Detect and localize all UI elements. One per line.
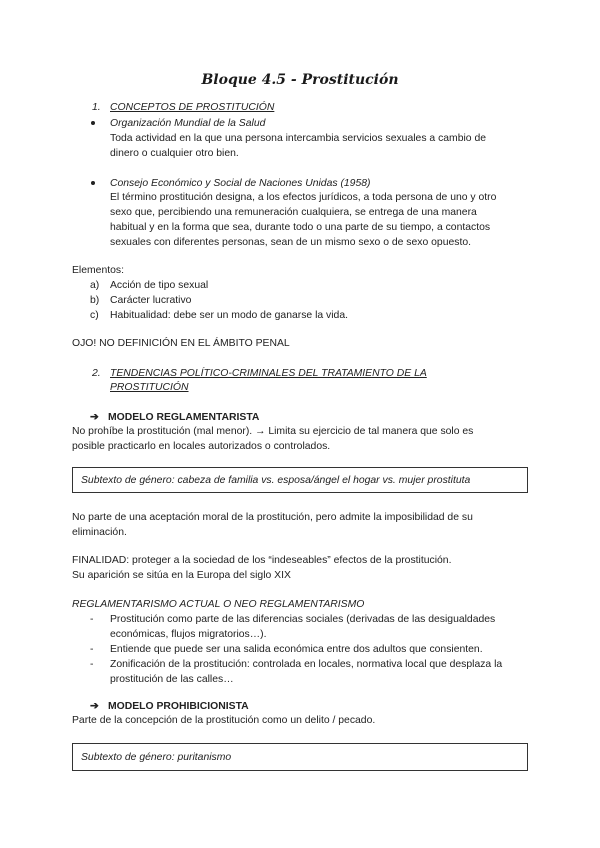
oms-text-line: dinero o cualquier otro bien. xyxy=(110,148,239,159)
moral-text-line: eliminación. xyxy=(72,527,127,538)
oms-text-line: Toda actividad en la que una persona intercambia servicios sexuales a cambio de xyxy=(110,133,487,144)
page-title: Bloque 4.5 - Prostitución xyxy=(201,72,399,88)
neo-item-line: Zonificación de la prostitución: controlada en locales, normativa local que desplaza la xyxy=(110,659,503,670)
list-item: Habitualidad: debe ser un modo de ganarse la vida. xyxy=(110,310,348,321)
ojo-note: OJO! NO DEFINICIÓN EN EL ÁMBITO PENAL xyxy=(72,338,290,349)
reglamentarista-text-line: No prohíbe la prostitución (mal menor). → Limita su ejercicio de tal manera que solo es xyxy=(72,426,474,437)
section-2-number: 2. xyxy=(92,368,101,379)
elements-label: Elementos: xyxy=(72,265,124,276)
section-1-number: 1. xyxy=(92,102,101,113)
list-marker: a) xyxy=(90,280,100,291)
section-2-heading-line: PROSTITUCIÓN xyxy=(110,382,189,393)
reglamentarista-title: MODELO REGLAMENTARISTA xyxy=(108,412,260,423)
neo-item-line: Entiende que puede ser una salida económica entre dos adultos que consienten. xyxy=(110,644,483,655)
neo-item-line: prostitución de las calles… xyxy=(110,674,234,685)
gender-subtext-box xyxy=(72,467,528,493)
bullet-dot-icon xyxy=(91,176,95,191)
onu-source: Consejo Económico y Social de Naciones Unidas (1958) xyxy=(110,178,371,189)
aparicion-text: Su aparición se sitúa en la Europa del siglo XIX xyxy=(72,570,291,581)
moral-text-line: No parte de una aceptación moral de la prostitución, pero admite la imposibilidad de su xyxy=(72,512,473,523)
list-marker: - xyxy=(90,644,94,655)
list-marker: - xyxy=(90,614,94,625)
neo-item-line: Prostitución como parte de las diferencias sociales (derivadas de las desigualdades xyxy=(110,614,496,625)
reglamentarista-text-line: posible practicarlo en locales autorizados o controlados. xyxy=(72,441,331,452)
puritanismo-subtext: Subtexto de género: puritanismo xyxy=(81,751,232,763)
oms-source: Organización Mundial de la Salud xyxy=(110,118,266,129)
prohibicionista-title: MODELO PROHIBICIONISTA xyxy=(108,701,249,712)
section-2-heading-line: TENDENCIAS POLÍTICO-CRIMINALES DEL TRATAMIENTO DE LA xyxy=(110,368,427,379)
onu-text-line: habitual y en la forma que sea, durante todo o una parte de su tiempo, a contactos xyxy=(110,222,491,233)
list-marker: b) xyxy=(90,295,100,306)
bullet-dot-icon xyxy=(91,116,95,131)
list-marker: - xyxy=(90,659,94,670)
prohibicionista-text: Parte de la concepción de la prostitución como un delito / pecado. xyxy=(72,715,376,726)
puritanismo-box xyxy=(72,743,528,771)
list-marker: c) xyxy=(90,310,99,321)
onu-text-line: sexuales con diferentes personas, sean de un mismo sexo o de sexo opuesto. xyxy=(110,237,472,248)
arrow-icon: ➔ xyxy=(90,701,99,712)
list-item: Carácter lucrativo xyxy=(110,295,192,306)
gender-subtext: Subtexto de género: cabeza de familia vs. esposa/ángel el hogar vs. mujer prostituta xyxy=(81,474,471,486)
finalidad-text: FINALIDAD: proteger a la sociedad de los “indeseables” efectos de la prostitución. xyxy=(72,555,452,566)
list-item: Acción de tipo sexual xyxy=(110,280,209,291)
onu-text-line: El término prostitución designa, a los efectos jurídicos, a toda persona de uno y otro xyxy=(110,192,497,203)
neo-heading: REGLAMENTARISMO ACTUAL O NEO REGLAMENTARISMO xyxy=(72,599,365,610)
neo-item-line: económicas, flujos migratorios…). xyxy=(110,629,267,640)
onu-text-line: sexo que, percibiendo una remuneración cualquiera, se entrega de una manera xyxy=(110,207,477,218)
arrow-icon: ➔ xyxy=(90,412,99,423)
section-1-heading: CONCEPTOS DE PROSTITUCIÓN xyxy=(110,102,275,113)
